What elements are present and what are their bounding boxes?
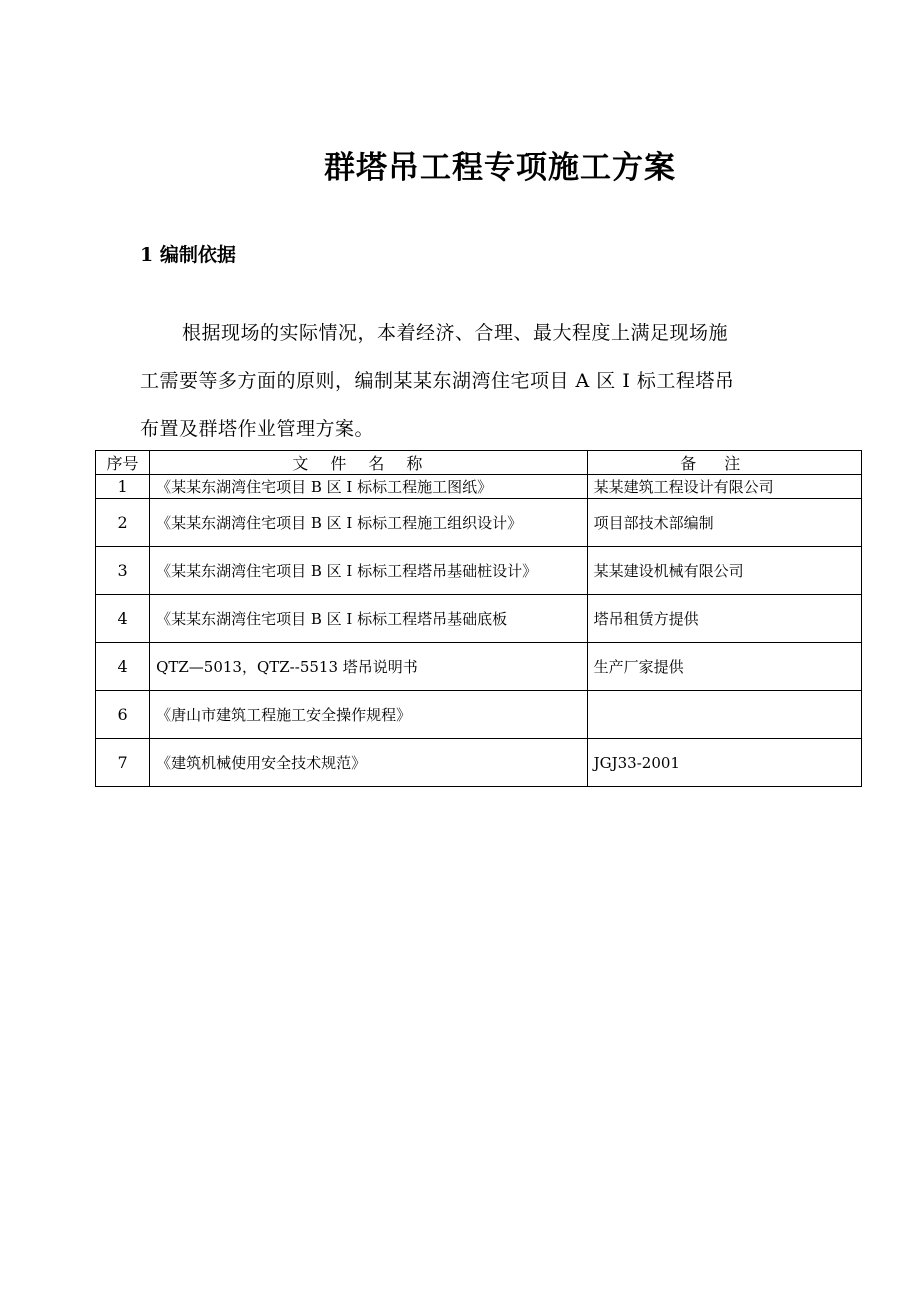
row-note: 生产厂家提供 xyxy=(587,643,861,691)
row-number: 7 xyxy=(96,739,150,787)
table-row xyxy=(96,691,862,739)
row-document-name: 《建筑机械使用安全技术规范》 xyxy=(150,739,588,787)
row-note: 某某建筑工程设计有限公司 xyxy=(587,475,861,499)
document-title: 群塔吊工程专项施工方案 xyxy=(324,150,676,186)
table-row xyxy=(96,475,862,499)
paragraph-line: 根据现场的实际情况，本着经济、合理、最大程度上满足现场施 xyxy=(182,322,729,344)
row-number: 1 xyxy=(96,475,150,499)
header-note-text: 备注 xyxy=(680,454,769,473)
paragraph-line: 布置及群塔作业管理方案。 xyxy=(140,418,375,440)
table-row xyxy=(96,739,862,787)
row-number: 4 xyxy=(96,595,150,643)
table-row xyxy=(96,643,862,691)
table-row xyxy=(96,547,862,595)
paragraph-line: 工需要等多方面的原则，编制某某东湖湾住宅项目 A 区 I 标工程塔吊 xyxy=(140,370,735,392)
row-document-name: 《某某东湖湾住宅项目 B 区 I 标标工程塔吊基础桩设计》 xyxy=(150,547,588,595)
table-header-row xyxy=(96,451,862,475)
row-note: 某某建设机械有限公司 xyxy=(587,547,861,595)
row-number: 2 xyxy=(96,499,150,547)
row-note: JGJ33-2001 xyxy=(587,739,861,787)
row-number: 3 xyxy=(96,547,150,595)
row-document-name: QTZ—5013，QTZ--5513 塔吊说明书 xyxy=(150,643,588,691)
row-document-name: 《某某东湖湾住宅项目 B 区 I 标标工程施工组织设计》 xyxy=(150,499,588,547)
table-row xyxy=(96,595,862,643)
row-document-name: 《某某东湖湾住宅项目 B 区 I 标标工程施工图纸》 xyxy=(150,475,588,499)
header-note xyxy=(587,451,861,475)
row-number: 6 xyxy=(96,691,150,739)
header-number: 序号 xyxy=(96,451,150,475)
row-note: 塔吊租赁方提供 xyxy=(587,595,861,643)
table-row xyxy=(96,499,862,547)
row-number: 4 xyxy=(96,643,150,691)
section-heading: 1 编制依据 xyxy=(140,244,236,266)
row-document-name: 《唐山市建筑工程施工安全操作规程》 xyxy=(150,691,588,739)
row-document-name: 《某某东湖湾住宅项目 B 区 I 标标工程塔吊基础底板 xyxy=(150,595,588,643)
header-document-name xyxy=(150,451,588,475)
row-note xyxy=(587,691,861,739)
reference-documents-table xyxy=(95,450,862,787)
row-note: 项目部技术部编制 xyxy=(587,499,861,547)
header-document-name-text: 文件名称 xyxy=(292,454,445,473)
